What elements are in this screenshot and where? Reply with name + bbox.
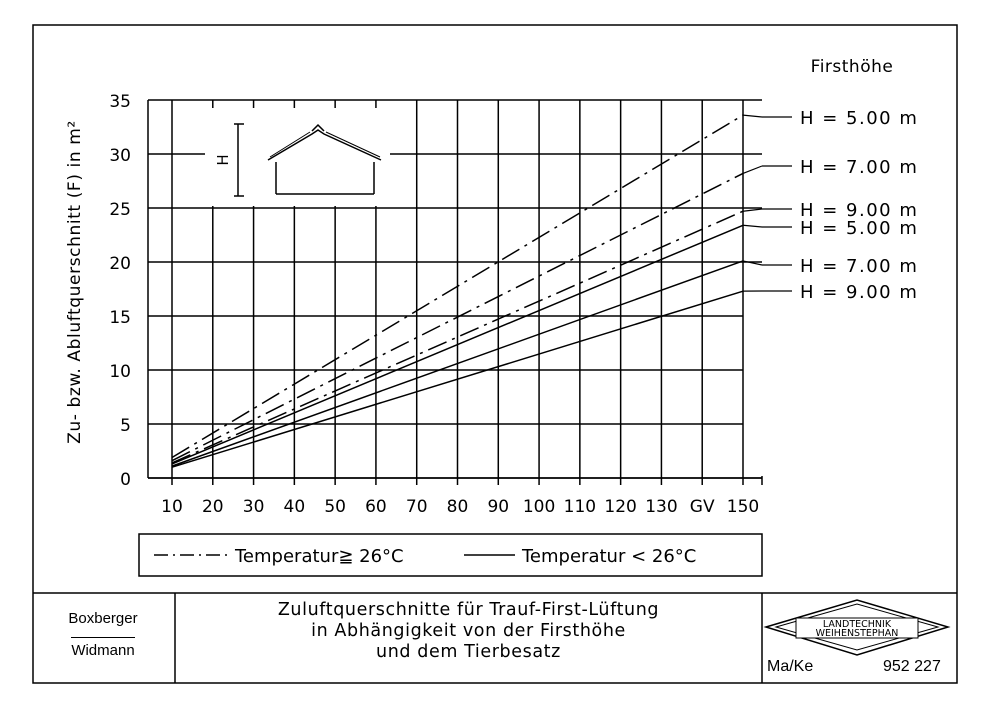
x-tick-label: 90 — [487, 497, 510, 517]
authors-block — [33, 594, 173, 683]
y-axis-label: Zu- bzw. Abluftquerschnitt (F) in m² — [65, 120, 85, 444]
right-leader — [743, 225, 762, 227]
right-header-firsthoehe: Firsthöhe — [810, 57, 894, 77]
inset-background — [205, 108, 390, 206]
right-leader — [743, 115, 762, 117]
x-tick-label: 130 — [645, 497, 678, 517]
right-label-5: H = 7.00 m — [800, 256, 919, 277]
building-inset — [205, 108, 390, 206]
legend-label-solid: Temperatur < 26°C — [522, 546, 697, 567]
right-label-6: H = 9.00 m — [800, 282, 919, 303]
author-boxberger: Boxberger — [68, 610, 138, 627]
inset-h-label: H — [214, 154, 232, 166]
y-tick-label: 25 — [109, 200, 131, 220]
author-widmann: Widmann — [71, 642, 135, 659]
caption-line-1: Zuluftquerschnitte für Trauf-First-Lüftung — [277, 600, 660, 620]
y-tick-label: 10 — [109, 362, 131, 382]
x-tick-label: 70 — [405, 497, 428, 517]
right-label-4: H = 5.00 m — [800, 218, 919, 239]
right-labels — [743, 57, 918, 303]
legend-label-dashdot: Temperatur≧ 26°C — [235, 546, 404, 567]
x-tick-label: 110 — [563, 497, 597, 517]
right-leader — [743, 209, 762, 211]
right-label-2: H = 7.00 m — [800, 157, 919, 178]
y-tick-label: 15 — [109, 308, 131, 328]
x-tick-label: 100 — [522, 497, 556, 517]
code-right: 952 227 — [883, 658, 941, 675]
right-leader — [743, 166, 762, 173]
figure-caption — [175, 600, 762, 663]
y-tick-label: 30 — [109, 146, 131, 166]
logo-line2: WEIHENSTEPHAN — [815, 628, 899, 639]
y-tick-label: 20 — [109, 254, 131, 274]
right-label-3: H = 9.00 m — [800, 200, 919, 221]
x-tick-label: GV — [689, 497, 715, 517]
x-tick-label: 80 — [446, 497, 469, 517]
x-tick-label: 50 — [324, 497, 346, 517]
x-tick-label: 10 — [161, 497, 183, 517]
x-tick-label: 150 — [726, 497, 760, 517]
right-label-1: H = 5.00 m — [800, 108, 919, 129]
x-tick-label: 30 — [242, 497, 265, 517]
caption-line-2: in Abhängigkeit von der Firsthöhe — [311, 621, 626, 641]
x-tick-label: 60 — [365, 497, 387, 517]
y-tick-label: 35 — [109, 92, 131, 112]
code-left: Ma/Ke — [767, 658, 814, 675]
landtechnik-logo — [766, 600, 948, 655]
x-tick-label: 40 — [283, 497, 306, 517]
y-tick-label: 0 — [120, 470, 131, 490]
author-separator — [71, 637, 135, 638]
y-tick-label: 5 — [120, 416, 131, 436]
x-tick-label: 120 — [604, 497, 637, 517]
logo-line1: LANDTECHNIK — [822, 619, 892, 630]
caption-line-3: und dem Tierbesatz — [376, 642, 561, 662]
x-tick-label: 20 — [201, 497, 224, 517]
